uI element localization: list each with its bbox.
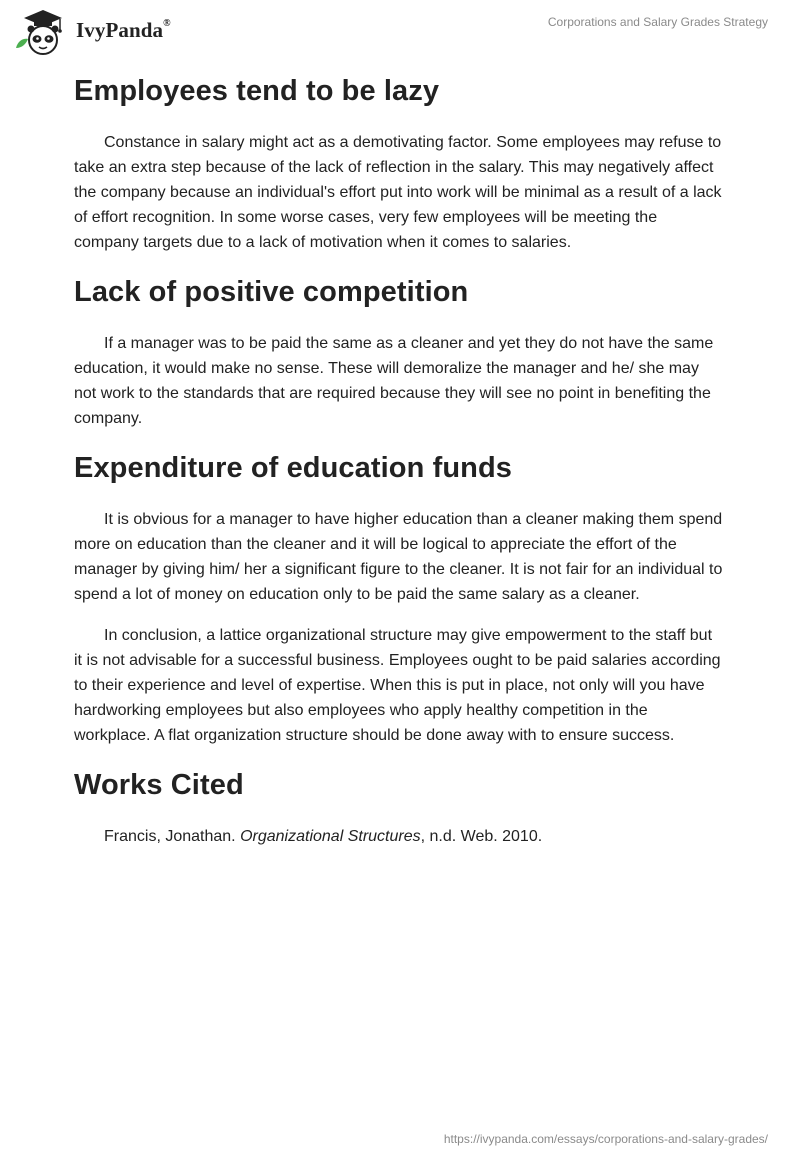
registered-mark: ®: [163, 17, 171, 29]
panda-graduate-icon: [12, 8, 74, 56]
paragraph: It is obvious for a manager to have higher education than a cleaner making them spend more on education than the cleaner and it will be logical to appreciate the effort of the manager by giving him/ her a significant figure to the cleaner. It is not fair for an individual to spend a lot of money on education only to be paid the same salary as a cleaner.: [74, 511, 723, 603]
section-heading: Expenditure of education funds: [74, 452, 513, 484]
document-title: Corporations and Salary Grades Strategy: [547, 15, 768, 29]
section-heading: Lack of positive competition: [74, 276, 469, 308]
paragraph: Constance in salary might act as a demotivating factor. Some employees may refuse to take an extra step because of the lack of reflection in the salary. This may negatively affect the company because an individual's effort put into work will be minimal as a result of a lack of effort recognition. In some worse cases, very few employees will be meeting the company targets due to a lack of motivation when it comes to salaries.: [74, 134, 722, 251]
works-cited-heading: Works Cited: [74, 769, 244, 801]
paragraph: If a manager was to be paid the same as a cleaner and yet they do not have the same education, it would make no sense. These will demoralize the manager and he/ she may not work to the standards that are required because they will see no point in benefiting the company.: [74, 335, 714, 427]
essay-content: [74, 68, 724, 849]
brand-name: IvyPanda®: [76, 17, 171, 42]
paragraph: In conclusion, a lattice organizational structure may give empowerment to the staff but it is not advisable for a successful business. Employees ought to be paid salaries according to their experience and level of expertise. When this is put in place, not only will you have hardworking employees but also employees who apply healthy competition in the workplace. A flat organization structure should be done away with to ensure success.: [74, 627, 721, 744]
citation-title: Organizational Structures: [240, 828, 421, 845]
section-heading: Employees tend to be lazy: [74, 75, 440, 107]
ivypanda-logo[interactable]: [12, 8, 171, 56]
page-header: [0, 0, 800, 60]
source-url[interactable]: https://ivypanda.com/essays/corporations-and-salary-grades/: [443, 1132, 768, 1146]
citation-entry: Francis, Jonathan. Organizational Structures, n.d. Web. 2010.: [104, 828, 543, 845]
